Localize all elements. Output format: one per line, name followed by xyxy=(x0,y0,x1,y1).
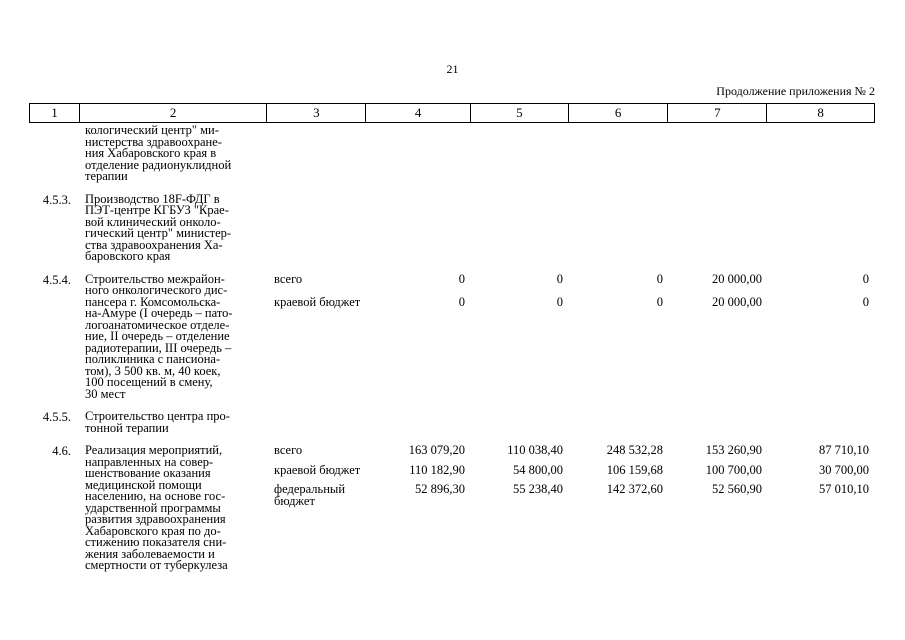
page-number: 21 xyxy=(446,62,459,76)
source-label: всего xyxy=(274,271,303,286)
value: 52 896,30 xyxy=(415,482,465,496)
description-line: терапии xyxy=(85,169,128,183)
value: 0 xyxy=(656,271,663,286)
column-header-1: 1 xyxy=(30,104,80,122)
value: 106 159,68 xyxy=(606,462,663,477)
description-line: 30 мест xyxy=(85,386,126,401)
financing-source xyxy=(267,445,366,572)
value: 55 238,40 xyxy=(513,482,563,496)
description-line: гический центр" министер- xyxy=(85,226,232,240)
value-col-6 xyxy=(569,445,669,572)
value: 142 372,60 xyxy=(606,482,663,496)
financing-source xyxy=(267,271,366,401)
value: 54 800,00 xyxy=(513,462,563,477)
table-body xyxy=(29,125,875,572)
table-row xyxy=(29,271,875,401)
column-header-4: 4 xyxy=(366,104,471,122)
row-number: 4.5.5. xyxy=(42,410,71,424)
value: 110 038,40 xyxy=(507,443,563,457)
column-header-3: 3 xyxy=(267,104,366,122)
description-line: ния Хабаровского края в xyxy=(85,146,217,160)
description-line: населению, на основе гос- xyxy=(85,489,226,503)
description-line: на-Амуре (I очередь – пато- xyxy=(85,306,233,320)
description-line: Строительство центра про- xyxy=(85,409,230,423)
source-label: федеральный xyxy=(274,482,346,496)
value-col-5 xyxy=(471,445,569,572)
value: 100 700,00 xyxy=(705,462,762,477)
column-header-2: 2 xyxy=(80,104,268,122)
value-col-4 xyxy=(366,271,471,401)
value: 30 700,00 xyxy=(819,462,869,477)
description-line: стижению показателя сни- xyxy=(85,535,227,549)
value: 0 xyxy=(556,295,563,309)
value: 0 xyxy=(458,295,465,309)
table-row xyxy=(29,191,875,263)
value: 20 000,00 xyxy=(712,295,762,309)
description-line: радиотерапии, III очередь – xyxy=(85,340,232,355)
description-line: кологический центр" ми- xyxy=(85,123,219,137)
table-row xyxy=(29,445,875,572)
description-line: Строительство межрайон- xyxy=(85,271,225,286)
value-col-7 xyxy=(669,445,768,572)
description-line: Производство 18F-ФДГ в xyxy=(85,191,220,206)
source-label: краевой бюджет xyxy=(274,295,361,309)
value-col-5 xyxy=(471,271,569,401)
description-line: жения заболеваемости и xyxy=(85,546,215,561)
description-line: ПЭТ-центре КГБУЗ "Крае- xyxy=(85,203,229,217)
description-line: развития здравоохранения xyxy=(85,512,226,526)
value: 0 xyxy=(556,271,563,286)
table-row xyxy=(29,411,875,434)
description-line: тонной терапии xyxy=(85,420,169,435)
column-header-7: 7 xyxy=(668,104,767,122)
value-col-8 xyxy=(768,445,875,572)
row-description xyxy=(79,125,267,183)
value: 153 260,90 xyxy=(705,443,762,457)
source-label: всего xyxy=(274,443,303,457)
description-line: ние, II очередь – отделение xyxy=(85,329,230,343)
description-line: шенствование оказания xyxy=(85,466,211,480)
row-description xyxy=(79,411,267,434)
description-line: 100 посещений в смену, xyxy=(85,375,213,389)
value: 0 xyxy=(458,271,465,286)
continuation-label: Продолжение приложения № 2 xyxy=(716,84,875,98)
description-line: медицинской помощи xyxy=(85,477,202,492)
description-line: ударственной программы xyxy=(85,500,221,515)
description-line: Хабаровского края по до- xyxy=(85,523,221,538)
description-line: логоанатомическое отделе- xyxy=(85,317,230,332)
row-number: 4.6. xyxy=(52,444,71,458)
description-line: пансера г. Комсомольска- xyxy=(85,294,221,309)
description-line: вой клинический онколо- xyxy=(85,214,221,229)
row-description xyxy=(79,191,267,263)
value: 52 560,90 xyxy=(712,482,762,496)
description-line: отделение радионуклидной xyxy=(85,157,232,172)
value: 248 532,28 xyxy=(606,443,663,457)
table-header xyxy=(29,103,875,123)
row-number xyxy=(29,125,79,183)
description-line: ства здравоохранения Ха- xyxy=(85,237,223,252)
value: 0 xyxy=(656,295,663,309)
value: 20 000,00 xyxy=(712,271,762,286)
value: 57 010,10 xyxy=(819,482,869,496)
value: 0 xyxy=(862,295,869,309)
row-number: 4.5.3. xyxy=(42,192,71,207)
value: 110 182,90 xyxy=(409,462,465,477)
description-line: нистерства здравоохране- xyxy=(85,134,222,149)
value: 0 xyxy=(862,271,869,286)
column-header-6: 6 xyxy=(569,104,669,122)
description-line: направленных на совер- xyxy=(85,454,214,469)
source-label: краевой бюджет xyxy=(274,462,361,477)
value-col-8 xyxy=(768,271,875,401)
description-line: ного онкологического дис- xyxy=(85,283,228,297)
value-col-7 xyxy=(669,271,768,401)
column-header-5: 5 xyxy=(471,104,569,122)
description-line: Реализация мероприятий, xyxy=(85,443,223,457)
value-col-4 xyxy=(366,445,471,572)
value-col-6 xyxy=(569,271,669,401)
description-line: смертности от туберкулеза xyxy=(85,558,228,572)
table-row xyxy=(29,125,875,183)
column-header-8: 8 xyxy=(817,105,824,120)
source-label: бюджет xyxy=(274,493,315,508)
row-description xyxy=(79,445,267,572)
row-description xyxy=(79,271,267,401)
value: 87 710,10 xyxy=(819,443,869,457)
value: 163 079,20 xyxy=(408,443,465,457)
description-line: поликлиника с пансиона- xyxy=(85,352,221,366)
row-number: 4.5.4. xyxy=(42,272,71,287)
description-line: баровского края xyxy=(85,249,171,263)
description-line: том), 3 500 кв. м, 40 коек, xyxy=(85,363,221,378)
